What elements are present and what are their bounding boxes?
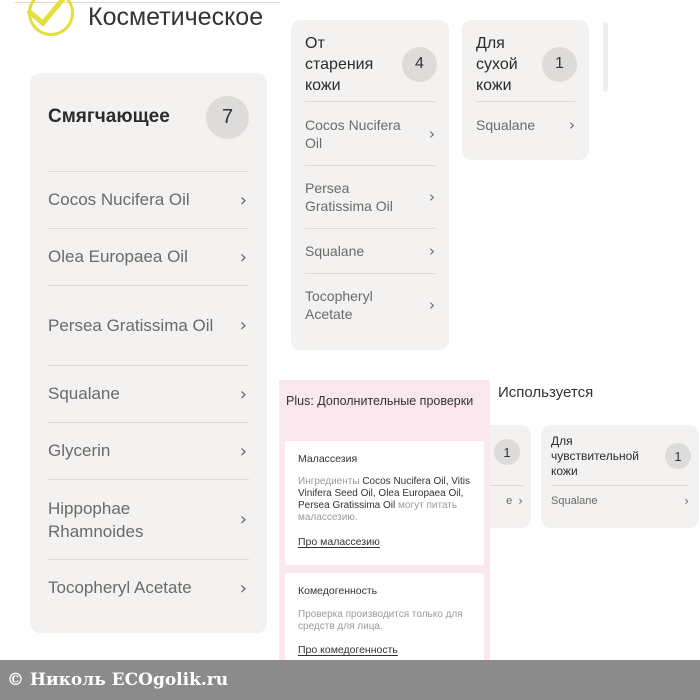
ingredient-row[interactable] [48,422,249,479]
malassezia-description [298,476,474,524]
ingredient-label: Cocos Nucifera Oil [48,190,190,209]
malassezia-text-suffix: могут питать малассезию. [298,500,458,523]
emollient-card [30,73,267,633]
comedogenic-title: Комедогенность [298,585,378,597]
chevron-right-icon: › [429,124,435,143]
ingredient-label: Squalane [476,116,536,133]
ingredient-row[interactable] [305,101,435,165]
ingredient-row[interactable] [48,285,249,365]
ingredient-label: Squalane [551,494,598,507]
comedogenic-description: Проверка производится только для средств для лица. [298,609,463,632]
chevron-right-icon: › [239,189,247,211]
sensitive-skin-card [541,425,699,528]
ingredient-label: e [506,494,513,507]
ingredient-row[interactable] [551,485,689,515]
category-title: Косметическое [88,3,264,31]
ingredient-label: Squalane [305,243,365,259]
ingredient-row[interactable] [48,171,249,228]
sensitive-skin-count-badge: 1 [665,443,691,469]
chevron-right-icon: › [239,509,247,530]
anti-aging-card [291,20,449,350]
malassezia-link[interactable]: Про малассезию [298,536,380,548]
emollient-card-header [48,95,249,139]
next-card-edge [603,22,608,92]
chevron-right-icon: › [429,188,435,206]
ingredient-label: Hippophae Rhamnoides [48,498,144,541]
ingredient-label: Cocos Nucifera Oil [305,116,401,151]
sensitive-skin-card-title: Для чувствительной кожи [551,433,639,478]
chevron-right-icon: › [429,296,435,314]
chevron-right-icon: › [684,493,689,508]
ingredient-row[interactable] [476,101,575,147]
chevron-right-icon: › [239,315,247,336]
plus-checks-title: Plus: Дополнительные проверки [286,394,474,408]
comedogenic-link[interactable]: Про комедогенность [298,644,398,656]
anti-aging-card-title: От старения кожи [305,34,374,94]
emollient-card-title: Смягчающее [48,106,170,127]
watermark-bar [0,660,700,700]
ingredient-row[interactable] [48,479,249,559]
comedogenic-card [285,573,484,670]
ingredient-row[interactable] [305,273,435,336]
watermark-text: © Николь ECOgolik.ru [7,670,229,690]
malassezia-text-prefix: Ингредиенты [298,476,360,487]
malassezia-card [285,441,484,565]
ingredient-row[interactable] [305,165,435,228]
ingredient-row[interactable] [305,228,435,273]
ingredient-label: Persea Gratissima Oil [305,180,393,214]
plus-checks-panel [279,380,490,690]
chevron-right-icon: › [429,242,435,260]
dry-skin-count-badge: 1 [542,47,577,82]
ingredient-row[interactable] [48,365,249,422]
chevron-right-icon: › [239,577,247,599]
ingredient-row[interactable] [48,228,249,285]
chevron-right-icon: › [518,493,523,508]
dry-skin-card [462,20,589,160]
anti-aging-card-header [305,28,437,100]
chevron-right-icon: › [239,383,247,405]
dry-skin-card-title: Для сухой кожи [476,34,518,94]
used-in-label: Используется [498,384,594,401]
ingredient-label: Squalane [48,384,120,403]
malassezia-title: Малассезия [298,453,358,465]
chevron-right-icon: › [239,246,247,268]
malassezia-ingredients: Cocos Nucifera Oil, Vitis Vinifera Seed Oil, Olea Europaea Oil, Persea Gratissima Oil [298,476,470,511]
ingredient-label: Tocopheryl Acetate [48,578,192,597]
ingredient-row[interactable] [48,559,249,616]
ingredient-label: Persea Gratissima Oil [48,316,214,335]
dry-skin-card-header [476,28,577,100]
anti-aging-count-badge: 4 [402,47,437,82]
ingredient-label: Olea Europaea Oil [48,247,188,266]
ingredient-label: Tocopheryl Acetate [305,288,373,322]
emollient-count-badge: 7 [206,96,249,139]
chevron-right-icon: › [569,115,575,134]
sensitive-skin-card-header [551,429,691,483]
chevron-right-icon: › [239,440,247,462]
ingredient-label: Glycerin [48,441,111,460]
hidden-card-count-badge: 1 [494,439,520,465]
